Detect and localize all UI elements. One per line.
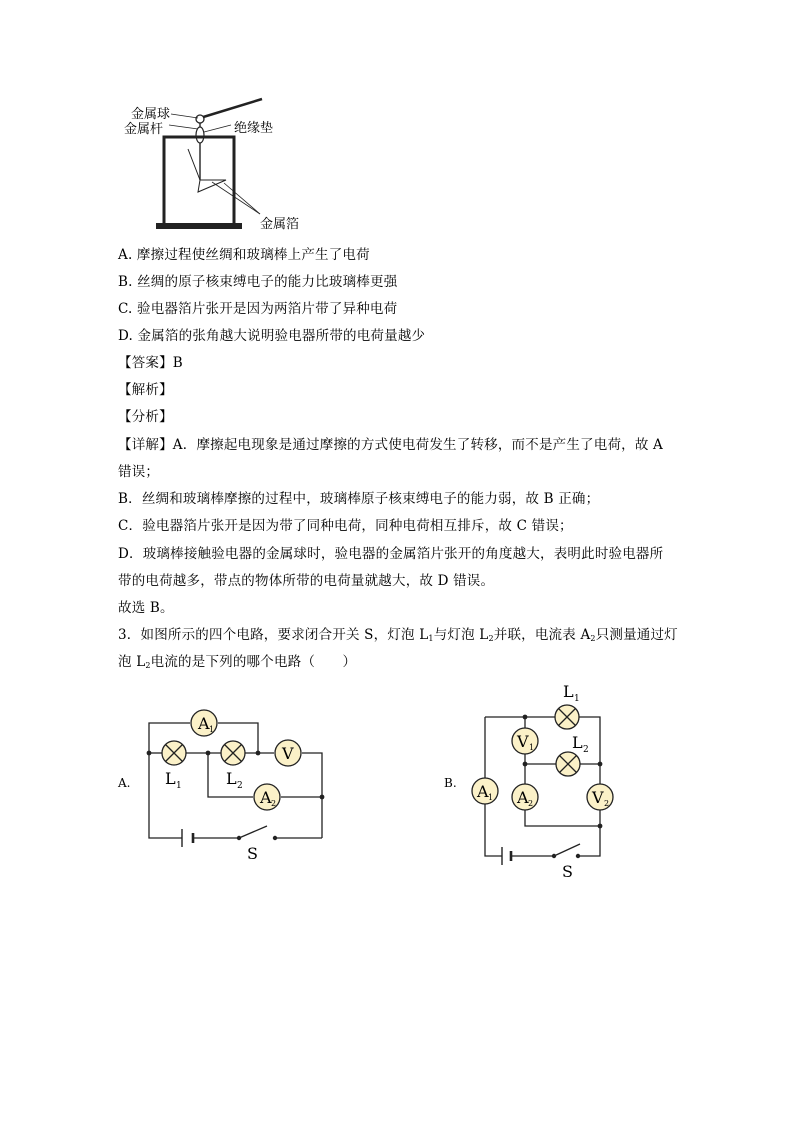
- circuit-a-switch: S: [247, 844, 258, 863]
- electroscope-label-pad: 绝缘垫: [234, 121, 274, 136]
- q3-sub-l2: 2: [488, 634, 494, 643]
- detail-line-3: B．丝绸和玻璃棒摩擦的过程中，玻璃棒原子核束缚电子的能力弱，故 B 正确；: [118, 491, 600, 507]
- circuit-b-meter-a1: A: [477, 782, 489, 801]
- circuit-b-meter-a2-sub: 2: [528, 799, 534, 808]
- circuit-b-meter-v1: V: [517, 732, 529, 751]
- analysis-label: 【解析】: [118, 382, 173, 398]
- detail-line-1: 【详解】A．摩擦起电现象是通过摩擦的方式使电荷发生了转移，而不是产生了电荷，故 A: [118, 437, 663, 453]
- circuit-a-option-label: A.: [118, 776, 131, 790]
- q3-text-1a: 3．如图所示的四个电路，要求闭合开关 S，灯泡 L: [118, 627, 429, 643]
- option-c: C. 验电器箔片张开是因为两箔片带了异种电荷: [118, 301, 398, 317]
- fenxi-label: 【分析】: [118, 409, 173, 425]
- detail-line-6: 带的电荷越多，带点的物体所带的电荷量就越大，故 D 错误。: [118, 573, 495, 589]
- option-a: A. 摩擦过程使丝绸和玻璃棒上产生了电荷: [118, 247, 370, 263]
- option-d: D. 金属箔的张角越大说明验电器所带的电荷量越少: [118, 328, 426, 344]
- circuit-a-meter-v: V: [282, 744, 294, 763]
- q3-text-1b: 与灯泡 L: [433, 627, 489, 643]
- option-b: B. 丝绸的原子核束缚电子的能力比玻璃棒更强: [118, 274, 398, 290]
- circuit-b-lamp1: L: [563, 682, 574, 701]
- q3-sub-l2b: 2: [145, 661, 151, 670]
- circuit-b-lamp1-sub: 1: [574, 694, 580, 704]
- detail-line-5: D．玻璃棒接触验电器的金属球时，验电器的金属箔片张开的角度越大，表明此时验电器所: [118, 546, 664, 562]
- q3-text-2a: 泡 L: [118, 654, 146, 670]
- circuit-b-lamp2: L: [572, 733, 583, 752]
- circuit-a-lamp1: L: [165, 769, 176, 788]
- q3-line-2: [118, 653, 356, 675]
- detail-line-2: 错误；: [118, 464, 160, 480]
- circuit-a-lamp1-sub: 1: [176, 781, 182, 791]
- electroscope-label-ball: 金属球: [131, 107, 171, 122]
- circuit-a-lamp2: L: [226, 769, 237, 788]
- q3-sub-a2: 2: [590, 634, 596, 643]
- circuit-b-meter-v1-sub: 1: [529, 743, 535, 752]
- electroscope-label-rod: 金属杆: [124, 122, 164, 137]
- circuit-a-meter-a1: A: [198, 714, 210, 733]
- circuit-b-switch: S: [562, 862, 573, 880]
- circuit-a-meter-a2-sub: 2: [271, 799, 277, 808]
- circuit-b: [468, 680, 628, 880]
- detail-line-4: C．验电器箔片张开是因为带了同种电荷，同种电荷相互排斥，故 C 错误；: [118, 518, 573, 534]
- circuit-a: [140, 705, 340, 865]
- circuit-a-lamp2-sub: 2: [237, 781, 243, 791]
- circuit-b-meter-a2: A: [517, 788, 529, 807]
- q3-text-1c: 并联，电流表 A: [493, 627, 591, 643]
- circuit-a-meter-a2: A: [260, 788, 272, 807]
- conclusion: 故选 B。: [118, 600, 174, 616]
- circuit-b-meter-a1-sub: 1: [488, 793, 494, 802]
- circuit-b-lamp2-sub: 2: [583, 745, 589, 755]
- electroscope-label-foil: 金属箔: [260, 217, 300, 232]
- circuit-b-meter-v2: V: [592, 788, 604, 807]
- q3-text-1d: 只测量通过灯: [595, 627, 678, 643]
- circuit-b-meter-v2-sub: 2: [604, 799, 610, 808]
- q3-sub-l1: 1: [428, 634, 434, 643]
- circuit-b-option-label: B.: [444, 776, 457, 790]
- q3-text-2b: 电流的是下列的哪个电路（ ）: [150, 654, 357, 670]
- q3-line-1: [118, 626, 678, 648]
- circuit-a-meter-a1-sub: 1: [209, 725, 215, 734]
- answer-label: 【答案】B: [118, 355, 183, 371]
